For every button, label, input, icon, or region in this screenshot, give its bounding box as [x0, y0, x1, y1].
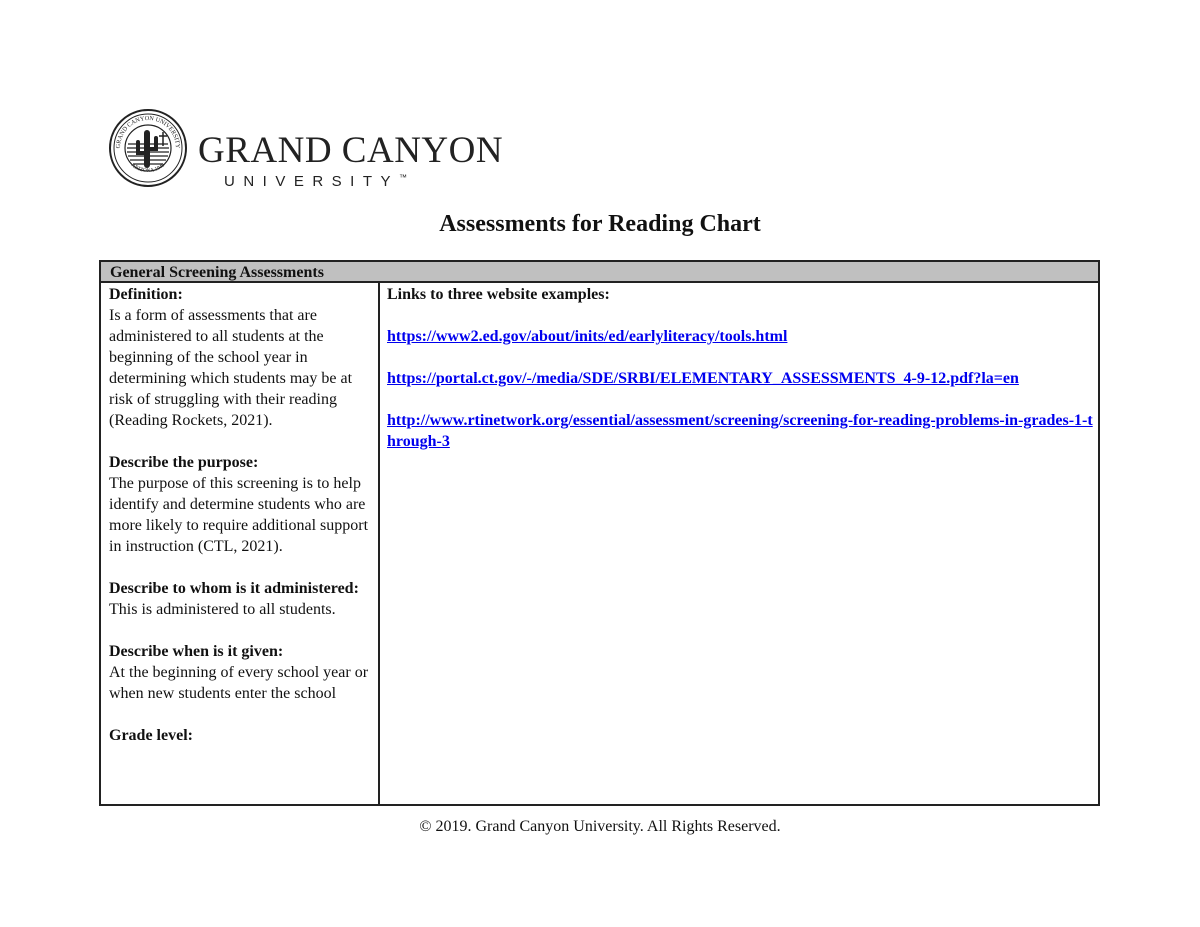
purpose-label: Describe the purpose:	[109, 454, 259, 471]
page-title: Assessments for Reading Chart	[439, 211, 761, 237]
definition-label: Definition:	[109, 286, 183, 303]
website-link-2[interactable]: https://portal.ct.gov/-/media/SDE/SRBI/ELEMENTARY_ASSESSMENTS_4-9-12.pdf?la=en	[387, 370, 1019, 387]
university-seal-icon	[108, 108, 188, 188]
logo-wordmark: GRAND CANYON	[198, 130, 504, 171]
university-logo	[108, 108, 504, 192]
trademark-symbol: ™	[399, 173, 408, 182]
left-column	[109, 284, 373, 746]
column-divider	[378, 283, 380, 804]
copyright-footer: © 2019. Grand Canyon University. All Rights Reserved.	[419, 818, 781, 835]
when-text: At the beginning of every school year or when new students enter the school	[109, 664, 369, 702]
assessment-table	[99, 260, 1100, 806]
whom-label: Describe to whom is it administered:	[109, 580, 359, 597]
right-column	[387, 284, 1093, 452]
svg-text:GRAND CANYON UNIVERSITY: GRAND CANYON UNIVERSITY	[114, 114, 182, 149]
table-header: General Screening Assessments	[101, 262, 1098, 283]
when-label: Describe when is it given:	[109, 643, 284, 660]
purpose-text: The purpose of this screening is to help identify and determine students who are more likely to require additional support in instruction (CTL, 2021).	[109, 475, 369, 555]
links-label: Links to three website examples:	[387, 286, 610, 303]
website-link-1[interactable]: https://www2.ed.gov/about/inits/ed/earlyliteracy/tools.html	[387, 328, 788, 345]
website-link-3[interactable]: http://www.rtinetwork.org/essential/assessment/screening/screening-for-reading-problems-in-grades-1-through-3	[387, 412, 1093, 450]
grade-level-label: Grade level:	[109, 727, 193, 744]
svg-text:ARIZONA 1949: ARIZONA 1949	[129, 162, 167, 175]
whom-text: This is administered to all students.	[109, 601, 336, 618]
logo-subtitle: UNIVERSITY™	[224, 173, 408, 190]
definition-text: Is a form of assessments that are administered to all students at the beginning of the school year in determining which students may be at risk of struggling with their reading (Reading Rockets, 2021).	[109, 307, 353, 429]
